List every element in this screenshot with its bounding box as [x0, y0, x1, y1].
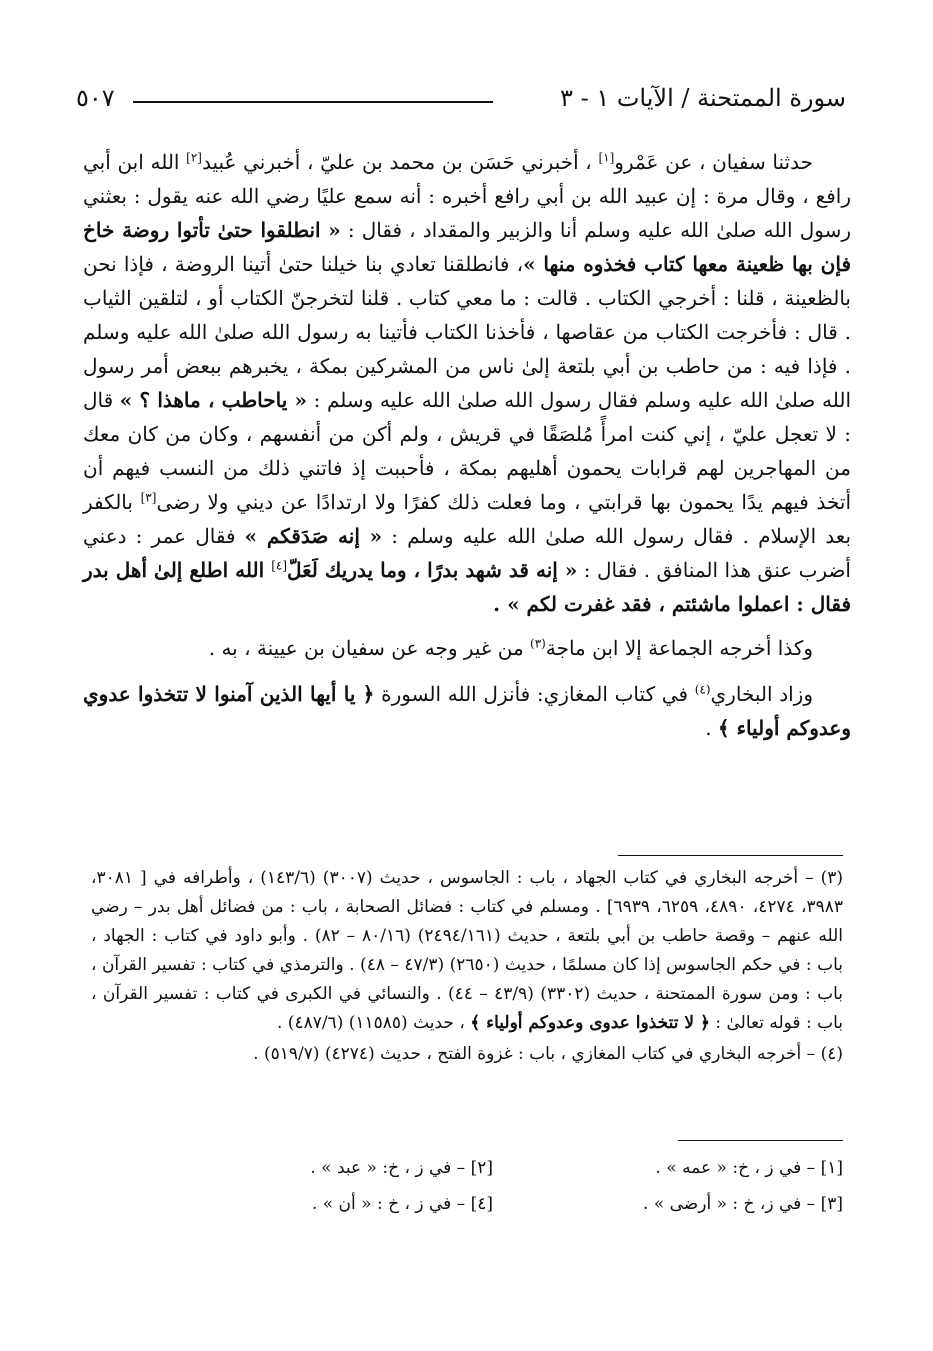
variant-note-2: [٢] – في ز ، خ: « عبد » . [310, 1158, 493, 1178]
header-title: سورة الممتحنة / الآيات ١ - ٣ [560, 84, 846, 112]
footnote-marker: (٣) [530, 636, 546, 651]
quran-verse: ﴿ يا أيها الذين آمنوا لا تتخذوا عدوي وعدوكم أولياء ﴾ [83, 682, 851, 740]
variant-marker: [٤] [271, 558, 288, 573]
prophetic-quote: « ياحاطب ، ماهذا ؟ » [119, 388, 307, 412]
text-run: في كتاب المغازي: فأنزل الله السورة [374, 682, 695, 706]
text-run: وكذا أخرجه الجماعة إلا ابن ماجة [545, 636, 813, 660]
text-run: الله ابن أبي رافع ، وقال مرة : إن عبيد الله بن أبي رافع أخبره : أنه سمع عليًا رضي الله عنه يقول : بعثني رسول الله صلىٰ الله عليه وسلم أنا والزبير والمقداد ، فقال : [83, 150, 851, 242]
footnote-marker: (٤) [694, 682, 711, 697]
prophetic-quote: « انطلقوا حتىٰ تأتوا روضة خاخ فإن بها ظعينة معها كتاب فخذوه منها » [83, 218, 852, 276]
manuscript-variants [143, 1150, 843, 1222]
running-header [76, 80, 846, 116]
header-rule [133, 101, 493, 103]
text-run: من غير وجه عن سفيان بن عيينة ، به . [208, 636, 531, 660]
text-run: فقال عمر : دعني أضرب عنق هذا المنافق . فقال : [83, 524, 851, 582]
quran-verse: ﴿ لا تتخذوا عدوى وعدوكم أولياء ﴾ [470, 1013, 710, 1033]
footnotes [91, 864, 843, 1069]
text-run: بالكفر بعد الإسلام . فقال رسول الله صلىٰ الله عليه وسلم : [83, 490, 852, 548]
text-run: ، أخبرني حَسَن بن محمد بن عليّ ، أخبرني عُبيد [201, 150, 599, 174]
takhrij-paragraph [83, 631, 851, 665]
variant-marker: [٣] [140, 490, 157, 505]
variant-marker: [٢] [186, 150, 202, 165]
variants-divider [678, 1140, 843, 1141]
footnote-3 [91, 864, 843, 1038]
prophetic-quote: « إنه قد شهد بدرًا ، وما يدريك لَعَلّ [287, 558, 578, 582]
variant-marker: [١] [598, 150, 615, 165]
text-run: ، فانطلقنا تعادي بنا خيلنا حتىٰ أتينا الروضة ، فإذا نحن بالظعينة ، قلنا : أخرجي الكتاب . قالت : ما معي كتاب . قلنا لتخرجنّ الكتاب أو ، لتلقين الثياب . قال : فأخرجت الكتاب من عقاصها ، فأخذنا الكتاب فأتينا به رسول الله صلىٰ الله عليه وسلم . فإذا فيه : من حاطب بن أبي بلتعة إلىٰ ناس من المشركين بمكة ، يخبرهم ببعض أمر رسول الله صلىٰ الله عليه وسلم فقال رسول الله صلىٰ الله عليه وسلم : [83, 252, 852, 412]
text-run: ، حديث (١١٥٨٥) (٤٨٧/٦) . [276, 1013, 471, 1033]
page-number: ٥٠٧ [76, 84, 115, 112]
main-text [83, 145, 851, 745]
text-run: (٣) – أخرجه البخاري في كتاب الجهاد ، باب : الجاسوس ، حديث (٣٠٠٧) (١٤٣/٦) ، وأطرافه في [ ٣٠٨١، ٣٩٨٣، ٤٢٧٤، ٤٨٩٠، ٦٢٥٩، ٦٩٣٩] . ومسلم في كتاب : فضائل الصحابة ، باب : من فضائل أهل بدر – رضي الله عنهم – وقصة حاطب بن أبي بلتعة ، حديث (٢٤٩٤/١٦١) (٨٠/١٦ – ٨٢) . وأبو داود في كتاب : الجهاد ، باب : في حكم الجاسوس إذا كان مسلمًا ، حديث (٢٦٥٠) (٤٧/٣ – ٤٨) . والترمذي في كتاب : تفسير القرآن ، باب : ومن سورة الممتحنة ، حديث (٣٣٠٢) (٤٣/٩ – ٤٤) . والنسائي في الكبرى في كتاب : تفسير القرآن ، باب : قوله تعالىٰ : [91, 868, 843, 1033]
prophetic-quote: « إنه صَدَقكم » [244, 524, 383, 548]
text-run: قال : لا تعجل عليّ ، إني كنت امرأً مُلصَقًا في قريش ، ولم أكن من أنفسهم ، وكان من كان معك من المهاجرين لهم قرابات يحمون أهليهم بمكة ، فأحببت إذ فاتني ذلك من النسب فيهم أن أتخذ فيهم يدًا يحمون بها قرابتي ، وما فعلت ذلك كفرًا ولا ارتدادًا عن ديني ولا رضى [83, 388, 852, 514]
variant-note-4: [٤] – في ز ، خ : « أن » . [311, 1194, 493, 1214]
variant-note-1: [١] – في ز ، خ: « عمه » . [655, 1158, 843, 1178]
bukhari-addition-paragraph [83, 677, 851, 745]
prophetic-quote: الله اطلع إلىٰ أهل بدر فقال : اعملوا ماشئتم ، فقد غفرت لكم » . [83, 558, 851, 616]
hadith-paragraph [83, 145, 851, 621]
text-run: . [705, 716, 718, 740]
text-run: وزاد البخاري [710, 682, 814, 706]
variant-note-3: [٣] – في ز، خ : « أرضى » . [643, 1194, 843, 1214]
text-run: حدثنا سفيان ، عن عَمْرو [614, 150, 813, 174]
footnote-4: (٤) – أخرجه البخاري في كتاب المغازي ، باب : غزوة الفتح ، حديث (٤٢٧٤) (٥١٩/٧) . [253, 1044, 843, 1064]
footnote-divider [618, 855, 843, 856]
